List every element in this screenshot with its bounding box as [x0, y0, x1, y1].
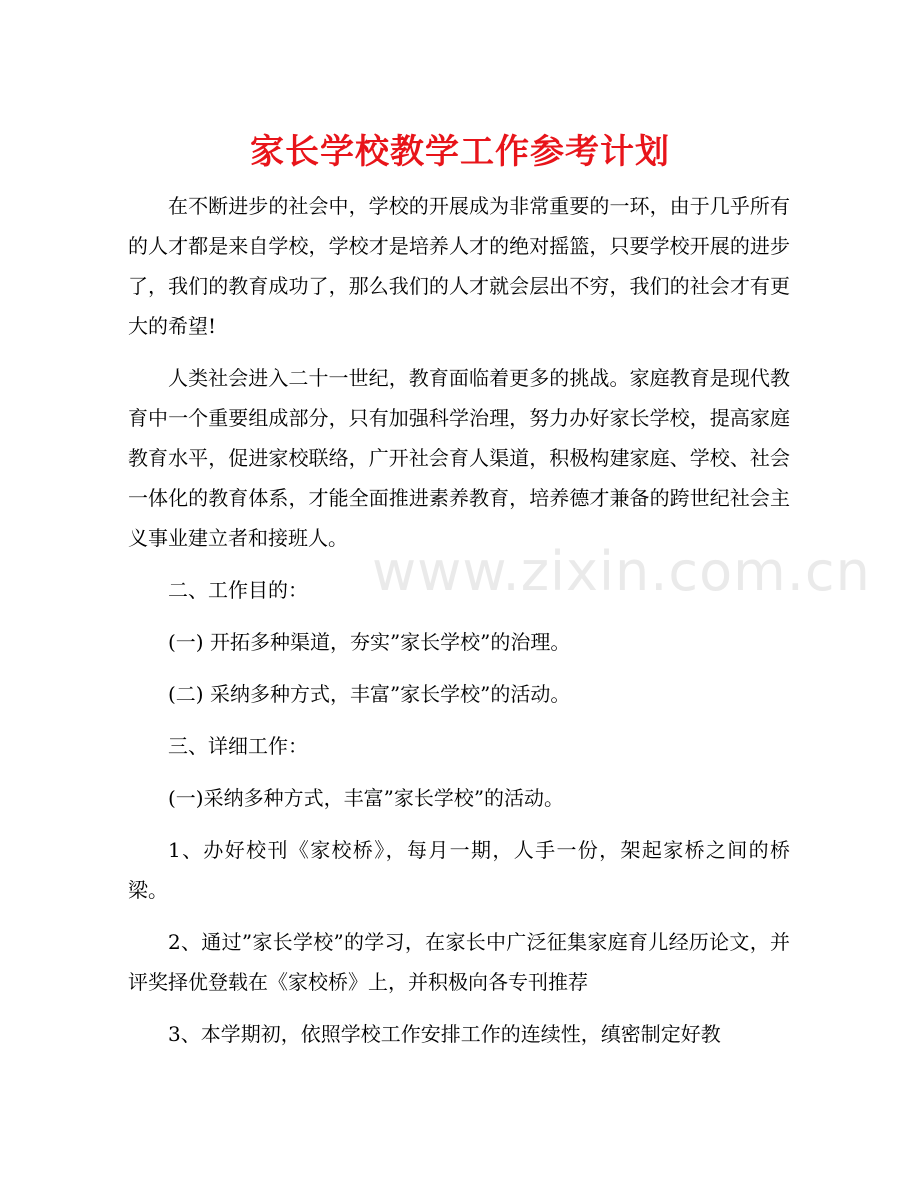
document-body: [128, 186, 790, 1066]
section-heading-goals: 二、工作目的：: [168, 578, 308, 602]
work-subheading-1: (一)采纳多种方式，丰富”家长学校”的活动。: [168, 786, 565, 810]
work-item-1: 1、办好校刊《家校桥》，每月一期，人手一份，架起家桥之间的桥梁。: [128, 838, 790, 902]
goal-item-2: (二) 采纳多种方式，丰富”家长学校”的活动。: [168, 682, 571, 706]
work-item-2: 2、通过”家长学校”的学习，在家长中广泛征集家庭育儿经历论文，并评奖择优登载在《家校桥》上，并积极向各专刊推荐: [128, 930, 790, 994]
watermark: www.zixin.com.cn: [372, 540, 871, 603]
goal-item-1: (一) 开拓多种渠道，夯实”家长学校”的治理。: [168, 630, 571, 654]
paragraph-background: 人类社会进入二十一世纪，教育面临着更多的挑战。家庭教育是现代教育中一个重要组成部分，只有加强科学治理，努力办好家长学校，提高家庭教育水平，促进家校联络，广开社会育人渠道，积极构建家庭、学校、社会一体化的教育体系，才能全面推进素养教育，培养德才兼备的跨世纪社会主义事业建立者和接班人。: [128, 366, 790, 550]
work-item-3: 3、本学期初，依照学校工作安排工作的连续性，缜密制定好教: [168, 1022, 721, 1046]
document-title: 家长学校教学工作参考计划: [250, 132, 670, 172]
paragraph-intro: 在不断进步的社会中，学校的开展成为非常重要的一环，由于几乎所有的人才都是来自学校，学校才是培养人才的绝对摇篮，只要学校开展的进步了，我们的教育成功了，那么我们的人才就会层出不穷，我们的社会才有更大的希望!: [128, 194, 790, 338]
section-heading-work: 三、详细工作：: [168, 734, 308, 758]
